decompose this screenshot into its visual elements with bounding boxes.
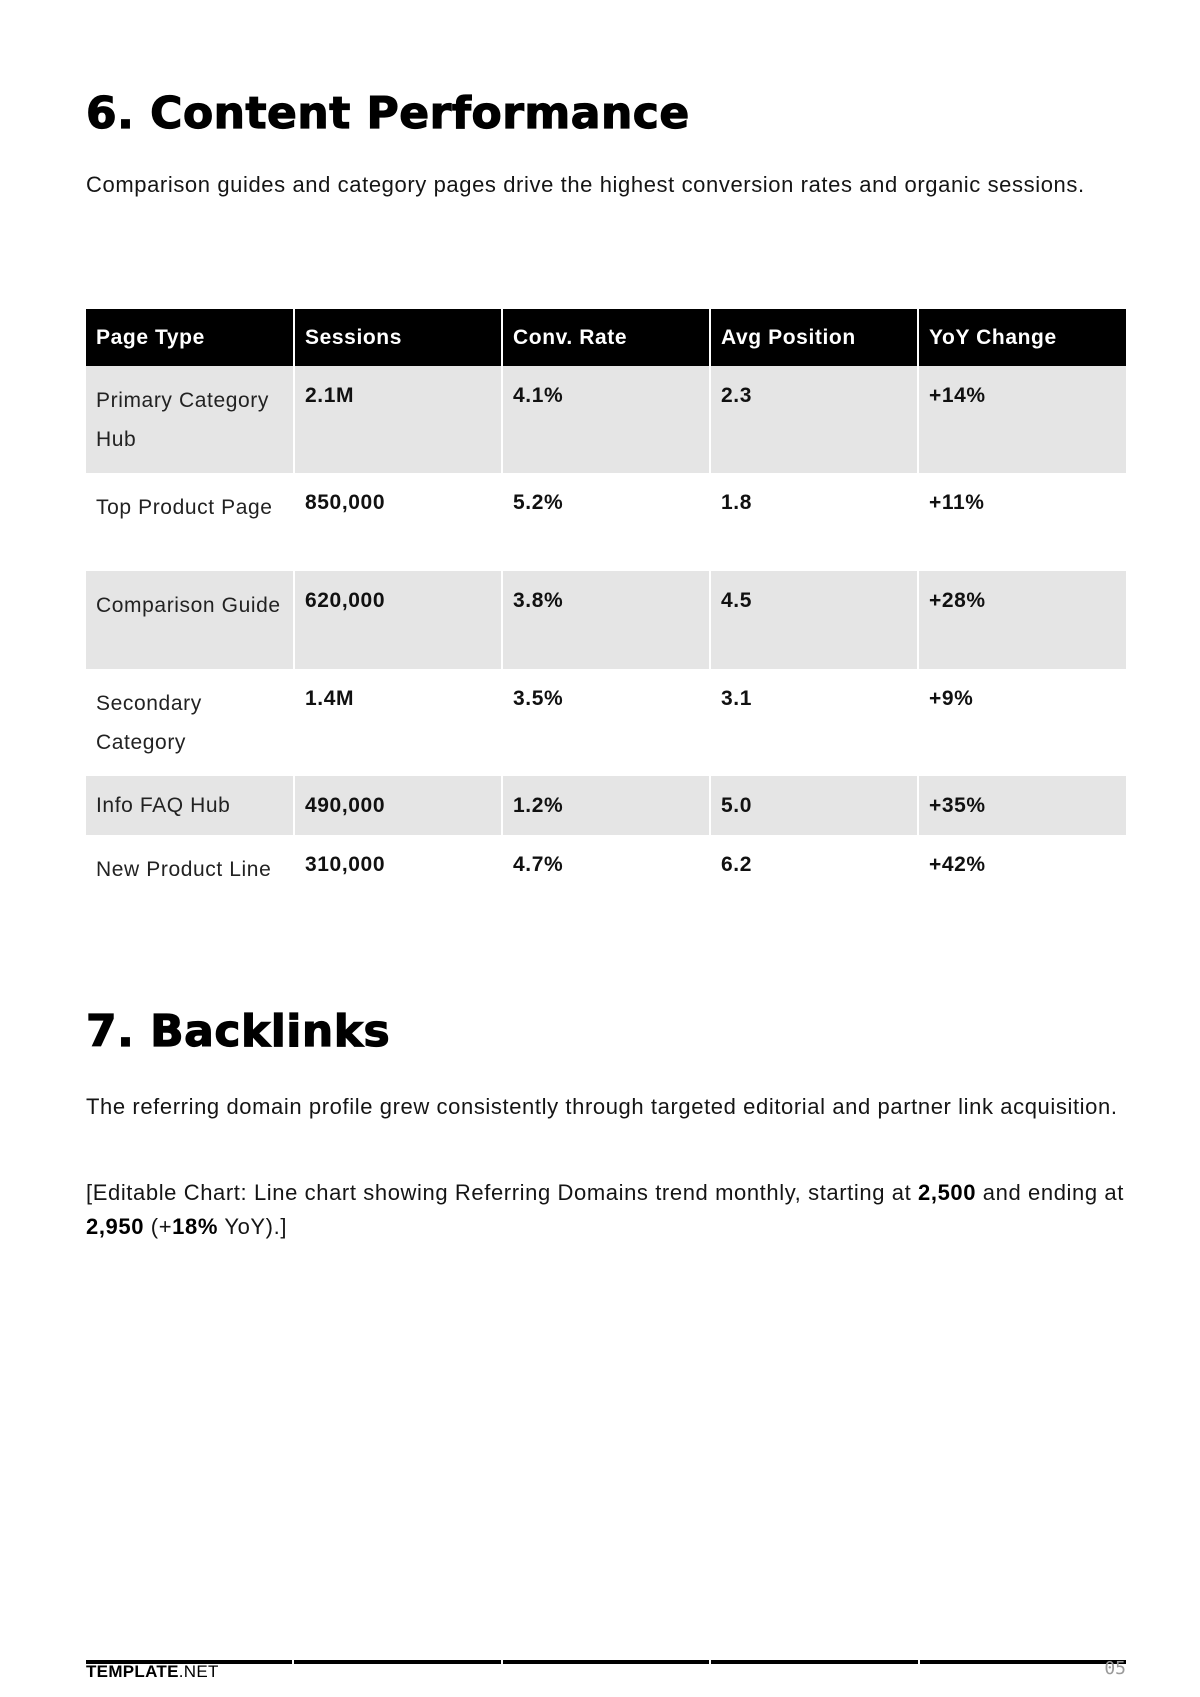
yoy-change-cell: +35% (918, 776, 1126, 835)
sessions-cell: 850,000 (294, 473, 502, 571)
brand-bold: TEMPLATE (86, 1662, 179, 1681)
conv-rate-cell: 5.2% (502, 473, 710, 571)
conv-rate-cell: 3.8% (502, 571, 710, 669)
conv-rate-cell: 3.5% (502, 669, 710, 776)
yoy-change-cell: +42% (929, 853, 986, 876)
conv-rate-cell: 4.7% (502, 835, 710, 933)
conv-rate-cell: 4.1% (502, 366, 710, 473)
end-value: 2,950 (86, 1214, 145, 1239)
yoy-change-cell: +9% (929, 687, 974, 710)
avg-position-cell: 3.1 (710, 669, 918, 776)
table-header-row (86, 309, 1126, 366)
note-text: [Editable Chart: Line chart showing Referring Domains trend monthly, starting at (86, 1180, 919, 1205)
sessions-cell: 2.1M (294, 366, 502, 473)
column-header: Avg Position (710, 309, 918, 366)
start-value: 2,500 (918, 1180, 977, 1205)
page-number: 05 (1104, 1658, 1126, 1679)
section-7-intro: The referring domain profile grew consistently through targeted editorial and partner link acquisition. (86, 1094, 1118, 1119)
yoy-change-cell: +11% (929, 491, 985, 514)
table-row (86, 571, 1126, 669)
sessions-cell: 1.4M (294, 669, 502, 776)
content-performance-table (86, 309, 1126, 933)
page-type-cell: Comparison Guide (86, 571, 294, 669)
avg-position-cell: 6.2 (710, 835, 918, 933)
table-row (86, 473, 1126, 571)
note-text: (+ (144, 1214, 173, 1239)
sessions-cell: 620,000 (294, 571, 502, 669)
avg-position-cell: 2.3 (710, 366, 918, 473)
page-type-cell: Primary Category Hub (86, 366, 294, 473)
page-type-cell: Info FAQ Hub (86, 776, 294, 835)
column-header: Sessions (294, 309, 502, 366)
page-type-cell: Secondary Category (86, 669, 294, 776)
avg-position-cell: 5.0 (710, 776, 918, 835)
avg-position-cell: 4.5 (710, 571, 918, 669)
note-text: YoY).] (218, 1214, 288, 1239)
avg-position-cell: 1.8 (710, 473, 918, 571)
section-6-intro: Comparison guides and category pages drive the highest conversion rates and organic sessions. (86, 172, 1085, 197)
page-type-cell: New Product Line (86, 835, 294, 933)
footer-divider-segment (711, 1660, 917, 1664)
table-row (86, 835, 1126, 933)
column-header: Page Type (86, 309, 294, 366)
column-header: Conv. Rate (502, 309, 710, 366)
table-row (86, 366, 1126, 473)
growth-value: 18% (172, 1214, 218, 1239)
sessions-cell: 490,000 (294, 776, 502, 835)
footer-divider-segment (503, 1660, 709, 1664)
conv-rate-cell: 1.2% (502, 776, 710, 835)
brand-light: .NET (178, 1662, 219, 1681)
note-text: and ending at (976, 1180, 1124, 1205)
yoy-change-cell: +28% (918, 571, 1126, 669)
footer-brand-logo (86, 1662, 219, 1682)
chart-placeholder-note (86, 1176, 1126, 1244)
yoy-change-cell: +14% (918, 366, 1126, 473)
footer-divider-segment (920, 1660, 1126, 1664)
column-header: YoY Change (918, 309, 1126, 366)
footer-divider-segment (294, 1660, 500, 1664)
page-type-cell: Top Product Page (86, 473, 294, 571)
table-row (86, 669, 1126, 776)
section-7-title: 7. Backlinks (86, 1006, 391, 1057)
section-6-title: 6. Content Performance (86, 88, 690, 139)
table-row (86, 776, 1126, 835)
sessions-cell: 310,000 (294, 835, 502, 933)
footer-divider (86, 1660, 1126, 1664)
